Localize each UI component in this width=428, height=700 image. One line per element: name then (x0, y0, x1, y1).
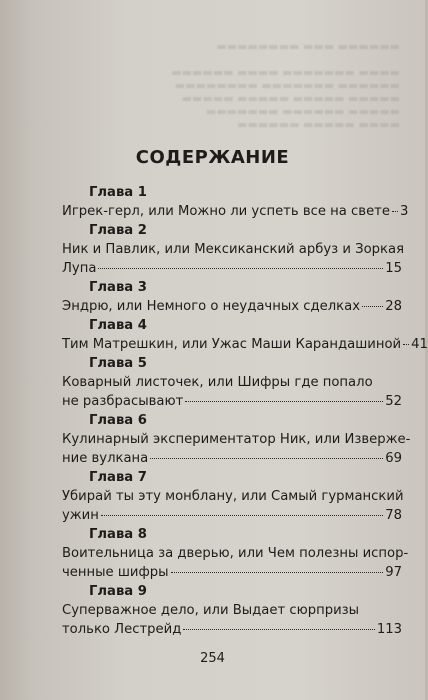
entry-title: Кулинарный экспериментатор Ник, или Изверже- (62, 432, 411, 447)
chapter-label: Глава 5 (89, 356, 147, 371)
leader-dots (150, 458, 383, 459)
page-ref: 52 (385, 394, 402, 409)
toc-entry (62, 506, 402, 525)
leader-dots (101, 515, 383, 516)
toc-entry (62, 259, 402, 278)
entry-title: ченные шифры (62, 565, 169, 580)
entry-title: Игрек-герл, или Можно ли успеть все на свете (62, 204, 390, 219)
chapter-label: Глава 8 (89, 527, 147, 542)
bleed-through-texture: ▬▬▬▬▬▬ ▬▬▬ ▬▬▬▬▬▬▬▬ ▬▬▬▬ ▬▬▬▬▬▬▬ ▬▬▬▬ ▬▬▬▬▬▬ ▬▬▬▬▬▬ ▬▬▬▬▬▬▬ ▬▬▬▬▬▬▬▬ ▬▬▬▬▬ ▬▬▬▬▬ ▬▬▬▬▬ ▬▬▬▬▬ ▬▬▬▬▬ ▬▬▬▬▬▬ ▬▬▬▬▬▬▬ ▬▬▬▬ ▬▬▬▬▬ ▬▬▬▬▬▬ (171, 40, 400, 131)
page-ref: 28 (385, 299, 402, 314)
toc-entry (62, 297, 402, 316)
toc-entry (62, 563, 402, 582)
chapter-label: Глава 2 (89, 223, 147, 238)
toc-entry (62, 449, 402, 468)
entry-title: ужин (62, 508, 99, 523)
entry-title: Убирай ты эту монблану, или Самый гурманский (62, 489, 404, 504)
entry-title: ние вулкана (62, 451, 149, 466)
leader-dots (98, 268, 383, 269)
entry-title: Эндрю, или Немного о неудачных сделках (62, 299, 361, 314)
toc-entry (62, 202, 409, 221)
toc-entry (62, 392, 402, 411)
chapter-label: Глава 3 (89, 280, 147, 295)
entry-title: Ник и Павлик, или Мексиканский арбуз и Зоркая (62, 242, 405, 257)
leader-dots (183, 629, 375, 630)
leader-dots (171, 572, 384, 573)
chapter-label: Глава 7 (89, 470, 147, 485)
page-ref: 3 (399, 204, 409, 219)
leader-dots (185, 401, 383, 402)
page-ref: 78 (385, 508, 402, 523)
page-ref: 113 (376, 622, 402, 637)
page-number: 254 (200, 651, 225, 666)
leader-dots (403, 344, 409, 345)
page-ref: 41 (411, 337, 428, 352)
chapter-label: Глава 1 (89, 185, 147, 200)
chapter-label: Глава 6 (89, 413, 147, 428)
page-title: СОДЕРЖАНИЕ (135, 147, 290, 168)
entry-title: Лупа (62, 261, 97, 276)
chapter-label: Глава 4 (89, 318, 147, 333)
entry-title: не разбрасывают (62, 394, 184, 409)
entry-title: Суперважное дело, или Выдает сюрпризы (62, 603, 360, 618)
page-ref: 69 (385, 451, 402, 466)
toc-entry (62, 335, 428, 354)
page-ref: 15 (385, 261, 402, 276)
page-ref: 97 (385, 565, 402, 580)
table-of-contents (62, 183, 428, 639)
entry-title: Тим Матрешкин, или Ужас Маши Карандашиной (62, 337, 402, 352)
leader-dots (362, 306, 383, 307)
entry-title: Воительница за дверью, или Чем полезны испор- (62, 546, 409, 561)
chapter-label: Глава 9 (89, 584, 147, 599)
entry-title: только Лестрейд (62, 622, 182, 637)
leader-dots (392, 211, 398, 212)
toc-entry (62, 620, 402, 639)
entry-title: Коварный листочек, или Шифры где попало (62, 375, 373, 390)
